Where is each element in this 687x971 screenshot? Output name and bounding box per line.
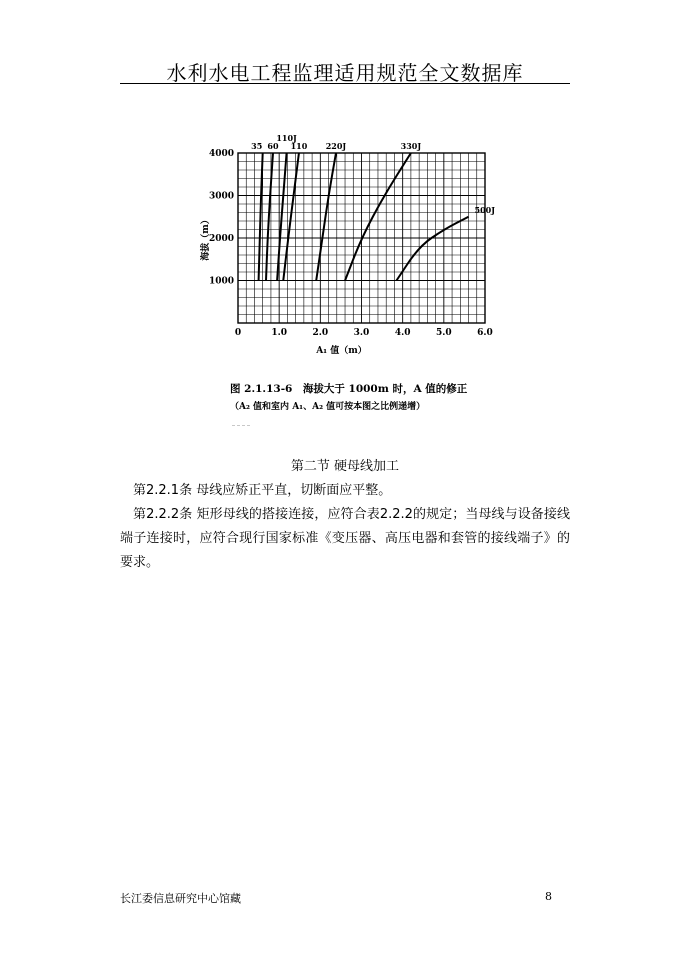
- series-label-110: 110: [290, 141, 308, 151]
- x-tick-label: 5.0: [435, 328, 452, 338]
- y-tick-label: 1000: [208, 276, 234, 287]
- body-text: [120, 455, 570, 575]
- series-line-220J: [316, 153, 336, 281]
- figure-caption: 图 2.1.13-6 海拔大于 1000m 时，A 值的修正: [230, 383, 468, 395]
- series-label-330J: 330J: [400, 141, 422, 151]
- x-tick-label: 6.0: [477, 328, 493, 338]
- series-label-35: 35: [251, 141, 263, 151]
- x-tick-label: 3.0: [353, 328, 370, 338]
- altitude-correction-figure: [190, 125, 510, 425]
- figure-caption-note: （A₂ 值和室内 A₁、A₂ 值可按本图之比例递增）: [230, 402, 426, 412]
- series-line-60: [266, 153, 273, 281]
- y-tick-label: 4000: [208, 149, 234, 159]
- x-axis-label: A₁ 值（m）: [316, 346, 367, 356]
- header-divider: [120, 83, 570, 84]
- y-axis-label: 海拔（m）: [201, 215, 211, 261]
- figure-dash-mark: [232, 425, 250, 426]
- x-tick-label: 0: [234, 328, 242, 338]
- y-tick-label: 2000: [208, 234, 234, 244]
- series-label-220J: 220J: [325, 141, 347, 151]
- series-label-110J: 110J: [276, 133, 297, 143]
- x-tick-label: 2.0: [312, 328, 329, 338]
- page-number: 8: [545, 890, 552, 903]
- paragraph-2-2-1: 第2.2.1条 母线应矫正平直，切断面应平整。: [133, 483, 392, 498]
- series-label-500J: 500J: [474, 204, 496, 215]
- section-heading: 第二节 硬母线加工: [290, 459, 400, 474]
- series-line-500J: [396, 217, 468, 281]
- document-header-title: 水利水电工程监理适用规范全文数据库: [166, 61, 524, 85]
- altitude-chart: [190, 125, 510, 375]
- y-tick-label: 3000: [208, 191, 234, 202]
- x-tick-label: 1.0: [271, 328, 288, 338]
- series-label-60: 60: [267, 141, 279, 151]
- footer-collection-label: 长江委信息研究中心馆藏: [120, 892, 241, 905]
- series-line-35: [259, 153, 263, 281]
- x-tick-label: 4.0: [394, 328, 411, 338]
- paragraph-2-2-2: 第2.2.2条 矩形母线的搭接连接，应符合表2.2.2的规定；当母线与设备接线 端子连接时，应符合现行国家标准《变压器、高压电器和套管的接线端子》的要求。: [120, 507, 570, 570]
